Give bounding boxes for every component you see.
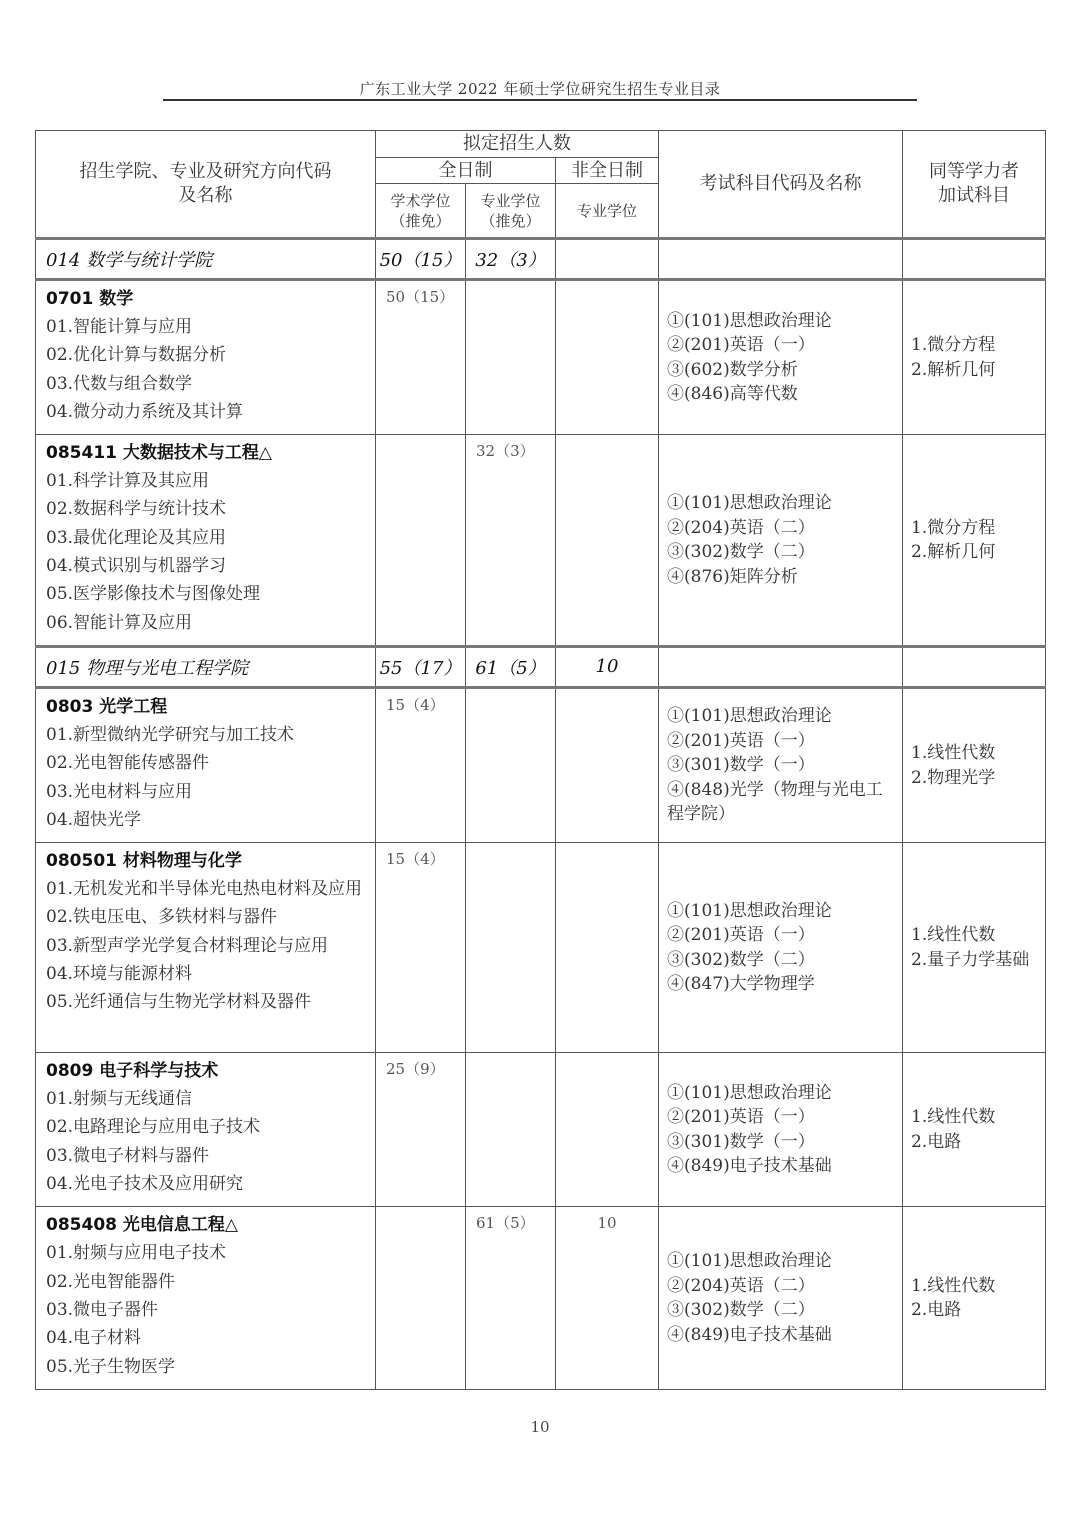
- equivalent-subject: 2.量子力学基础: [911, 949, 1030, 970]
- equivalent-subject: 1.线性代数: [911, 925, 996, 946]
- exam-subject: ④(846)高等代数: [667, 384, 798, 405]
- equivalent-subject: 1.线性代数: [911, 1107, 996, 1128]
- research-direction: 03.代数与组合数学: [46, 373, 193, 394]
- professional-count: 61（5）: [466, 1207, 556, 1390]
- college-professional-count: 32（3）: [466, 239, 556, 280]
- exam-subject: ③(302)数学（二）: [667, 949, 815, 970]
- header-parttime: 非全日制: [556, 158, 659, 184]
- equivalent-subject: 1.线性代数: [911, 743, 996, 764]
- exam-subject: ②(201)英语（一）: [667, 1107, 815, 1128]
- equivalent-subject: 2.电路: [911, 1131, 962, 1152]
- parttime-count: [556, 843, 659, 1053]
- exam-subject: ③(302)数学（二）: [667, 1300, 815, 1321]
- research-direction: 03.新型声学光学复合材料理论与应用: [46, 935, 329, 956]
- exam-subjects: [659, 1053, 903, 1207]
- exam-subject: ③(602)数学分析: [667, 359, 798, 380]
- exam-subject: ③(301)数学（一）: [667, 755, 815, 776]
- header-exam: 考试科目代码及名称: [659, 131, 903, 239]
- research-direction: 02.数据科学与统计技术: [46, 499, 227, 520]
- major-cell: [36, 280, 376, 435]
- major-title: 080501 材料物理与化学: [46, 851, 242, 872]
- research-direction: 04.模式识别与机器学习: [46, 556, 227, 577]
- professional-count: [466, 687, 556, 842]
- header-col-major: 招生学院、专业及研究方向代码及名称: [36, 131, 376, 239]
- research-direction: 01.智能计算与应用: [46, 317, 193, 337]
- major-cell: [36, 435, 376, 647]
- exam-subject: ④(848)光学（物理与光电工程学院）: [667, 779, 883, 825]
- catalog-table: [35, 130, 1046, 1390]
- header-pt-professional: 专业学位: [556, 184, 659, 239]
- equivalent-subject: 2.物理光学: [911, 767, 996, 788]
- page-header-title: 广东工业大学 2022 年硕士学位研究生招生专业目录: [359, 80, 721, 98]
- major-row: [36, 687, 1046, 842]
- college-row: [36, 646, 1046, 687]
- college-equiv-empty: [903, 646, 1046, 687]
- header-rule: [163, 99, 917, 101]
- equivalent-subject: 2.电路: [911, 1300, 962, 1321]
- header-plan: 拟定招生人数: [376, 131, 659, 158]
- exam-subject: ②(201)英语（一）: [667, 730, 815, 751]
- research-direction: 04.微分动力系统及其计算: [46, 401, 244, 422]
- college-professional-count: 61（5）: [466, 646, 556, 687]
- professional-count: [466, 1053, 556, 1207]
- college-name: 015 物理与光电工程学院: [36, 646, 376, 687]
- research-direction: 01.科学计算及其应用: [46, 471, 210, 492]
- exam-subject: ①(101)思想政治理论: [667, 493, 832, 514]
- college-parttime-count: [556, 239, 659, 280]
- equivalent-subject: 2.解析几何: [911, 542, 996, 563]
- college-parttime-count: 10: [556, 646, 659, 687]
- research-direction: 02.铁电压电、多铁材料与器件: [46, 907, 278, 928]
- exam-subjects: [659, 435, 903, 647]
- college-equiv-empty: [903, 239, 1046, 280]
- professional-count: 32（3）: [466, 435, 556, 647]
- academic-count: 15（4）: [376, 843, 466, 1053]
- equivalent-subject: 2.解析几何: [911, 359, 996, 380]
- research-direction: 05.光子生物医学: [46, 1356, 176, 1377]
- research-direction: 02.光电智能传感器件: [46, 753, 210, 774]
- major-cell: [36, 687, 376, 842]
- equivalent-subjects: [903, 435, 1046, 647]
- major-title: 0701 数学: [46, 289, 134, 309]
- exam-subject: ①(101)思想政治理论: [667, 310, 832, 331]
- page-number: 10: [530, 1418, 550, 1436]
- research-direction: 02.优化计算与数据分析: [46, 345, 227, 366]
- college-academic-count: 50（15）: [376, 239, 466, 280]
- exam-subject: ③(301)数学（一）: [667, 1131, 815, 1152]
- professional-count: [466, 280, 556, 435]
- major-cell: [36, 1207, 376, 1390]
- exam-subject: ④(876)矩阵分析: [667, 566, 798, 587]
- college-exam-empty: [659, 239, 903, 280]
- academic-count: 25（9）: [376, 1053, 466, 1207]
- exam-subject: ④(849)电子技术基础: [667, 1156, 832, 1177]
- parttime-count: [556, 280, 659, 435]
- college-exam-empty: [659, 646, 903, 687]
- header-equiv: 同等学力者加试科目: [903, 131, 1046, 239]
- exam-subject: ①(101)思想政治理论: [667, 1251, 832, 1272]
- exam-subject: ②(201)英语（一）: [667, 335, 815, 356]
- academic-count: 15（4）: [376, 687, 466, 842]
- research-direction: 04.超快光学: [46, 809, 142, 830]
- equivalent-subject: 1.微分方程: [911, 517, 996, 538]
- exam-subject: ④(849)电子技术基础: [667, 1324, 832, 1345]
- academic-count: [376, 1207, 466, 1390]
- exam-subject: ④(847)大学物理学: [667, 974, 815, 995]
- exam-subjects: [659, 1207, 903, 1390]
- equivalent-subjects: [903, 843, 1046, 1053]
- equivalent-subjects: [903, 1053, 1046, 1207]
- major-row: [36, 1053, 1046, 1207]
- research-direction: 05.医学影像技术与图像处理: [46, 584, 261, 605]
- college-name: 014 数学与统计学院: [36, 239, 376, 280]
- exam-subjects: [659, 687, 903, 842]
- major-title: 0809 电子科学与技术: [46, 1061, 219, 1082]
- research-direction: 03.光电材料与应用: [46, 781, 193, 802]
- research-direction: 02.电路理论与应用电子技术: [46, 1117, 261, 1138]
- research-direction: 01.射频与应用电子技术: [46, 1243, 227, 1264]
- major-row: [36, 1207, 1046, 1390]
- exam-subject: ②(204)英语（二）: [667, 517, 815, 538]
- equivalent-subjects: [903, 280, 1046, 435]
- exam-subjects: [659, 843, 903, 1053]
- exam-subjects: [659, 280, 903, 435]
- parttime-count: [556, 435, 659, 647]
- academic-count: [376, 435, 466, 647]
- research-direction: 06.智能计算及应用: [46, 612, 193, 633]
- major-title: 085411 大数据技术与工程△: [46, 443, 272, 464]
- exam-subject: ①(101)思想政治理论: [667, 900, 832, 921]
- professional-count: [466, 843, 556, 1053]
- major-cell: [36, 1053, 376, 1207]
- header-academic: 学术学位（推免）: [376, 184, 466, 239]
- header-fulltime: 全日制: [376, 158, 556, 184]
- equivalent-subject: 1.线性代数: [911, 1275, 996, 1296]
- college-academic-count: 55（17）: [376, 646, 466, 687]
- major-row: [36, 280, 1046, 435]
- research-direction: 03.微电子材料与器件: [46, 1145, 210, 1166]
- parttime-count: [556, 1053, 659, 1207]
- research-direction: 04.环境与能源材料: [46, 964, 193, 985]
- header-professional: 专业学位（推免）: [466, 184, 556, 239]
- major-title: 085408 光电信息工程△: [46, 1215, 238, 1236]
- research-direction: 03.微电子器件: [46, 1299, 159, 1320]
- exam-subject: ①(101)思想政治理论: [667, 1082, 832, 1103]
- equivalent-subjects: [903, 1207, 1046, 1390]
- research-direction: 02.光电智能器件: [46, 1271, 176, 1292]
- research-direction: 04.光电子技术及应用研究: [46, 1174, 244, 1195]
- research-direction: 04.电子材料: [46, 1328, 142, 1349]
- research-direction: 01.新型微纳光学研究与加工技术: [46, 724, 295, 745]
- major-title: 0803 光学工程: [46, 696, 168, 717]
- equivalent-subjects: [903, 687, 1046, 842]
- research-direction: 05.光纤通信与生物光学材料及器件: [46, 992, 312, 1013]
- equivalent-subject: 1.微分方程: [911, 335, 996, 356]
- academic-count: 50（15）: [376, 280, 466, 435]
- exam-subject: ③(302)数学（二）: [667, 542, 815, 563]
- exam-subject: ①(101)思想政治理论: [667, 706, 832, 727]
- research-direction: 01.无机发光和半导体光电热电材料及应用: [46, 879, 363, 900]
- research-direction: 01.射频与无线通信: [46, 1089, 193, 1110]
- college-row: [36, 239, 1046, 280]
- research-direction: 03.最优化理论及其应用: [46, 527, 227, 548]
- parttime-count: 10: [556, 1207, 659, 1390]
- major-cell: [36, 843, 376, 1053]
- parttime-count: [556, 687, 659, 842]
- major-row: [36, 435, 1046, 647]
- major-row: [36, 843, 1046, 1053]
- exam-subject: ②(204)英语（二）: [667, 1275, 815, 1296]
- exam-subject: ②(201)英语（一）: [667, 925, 815, 946]
